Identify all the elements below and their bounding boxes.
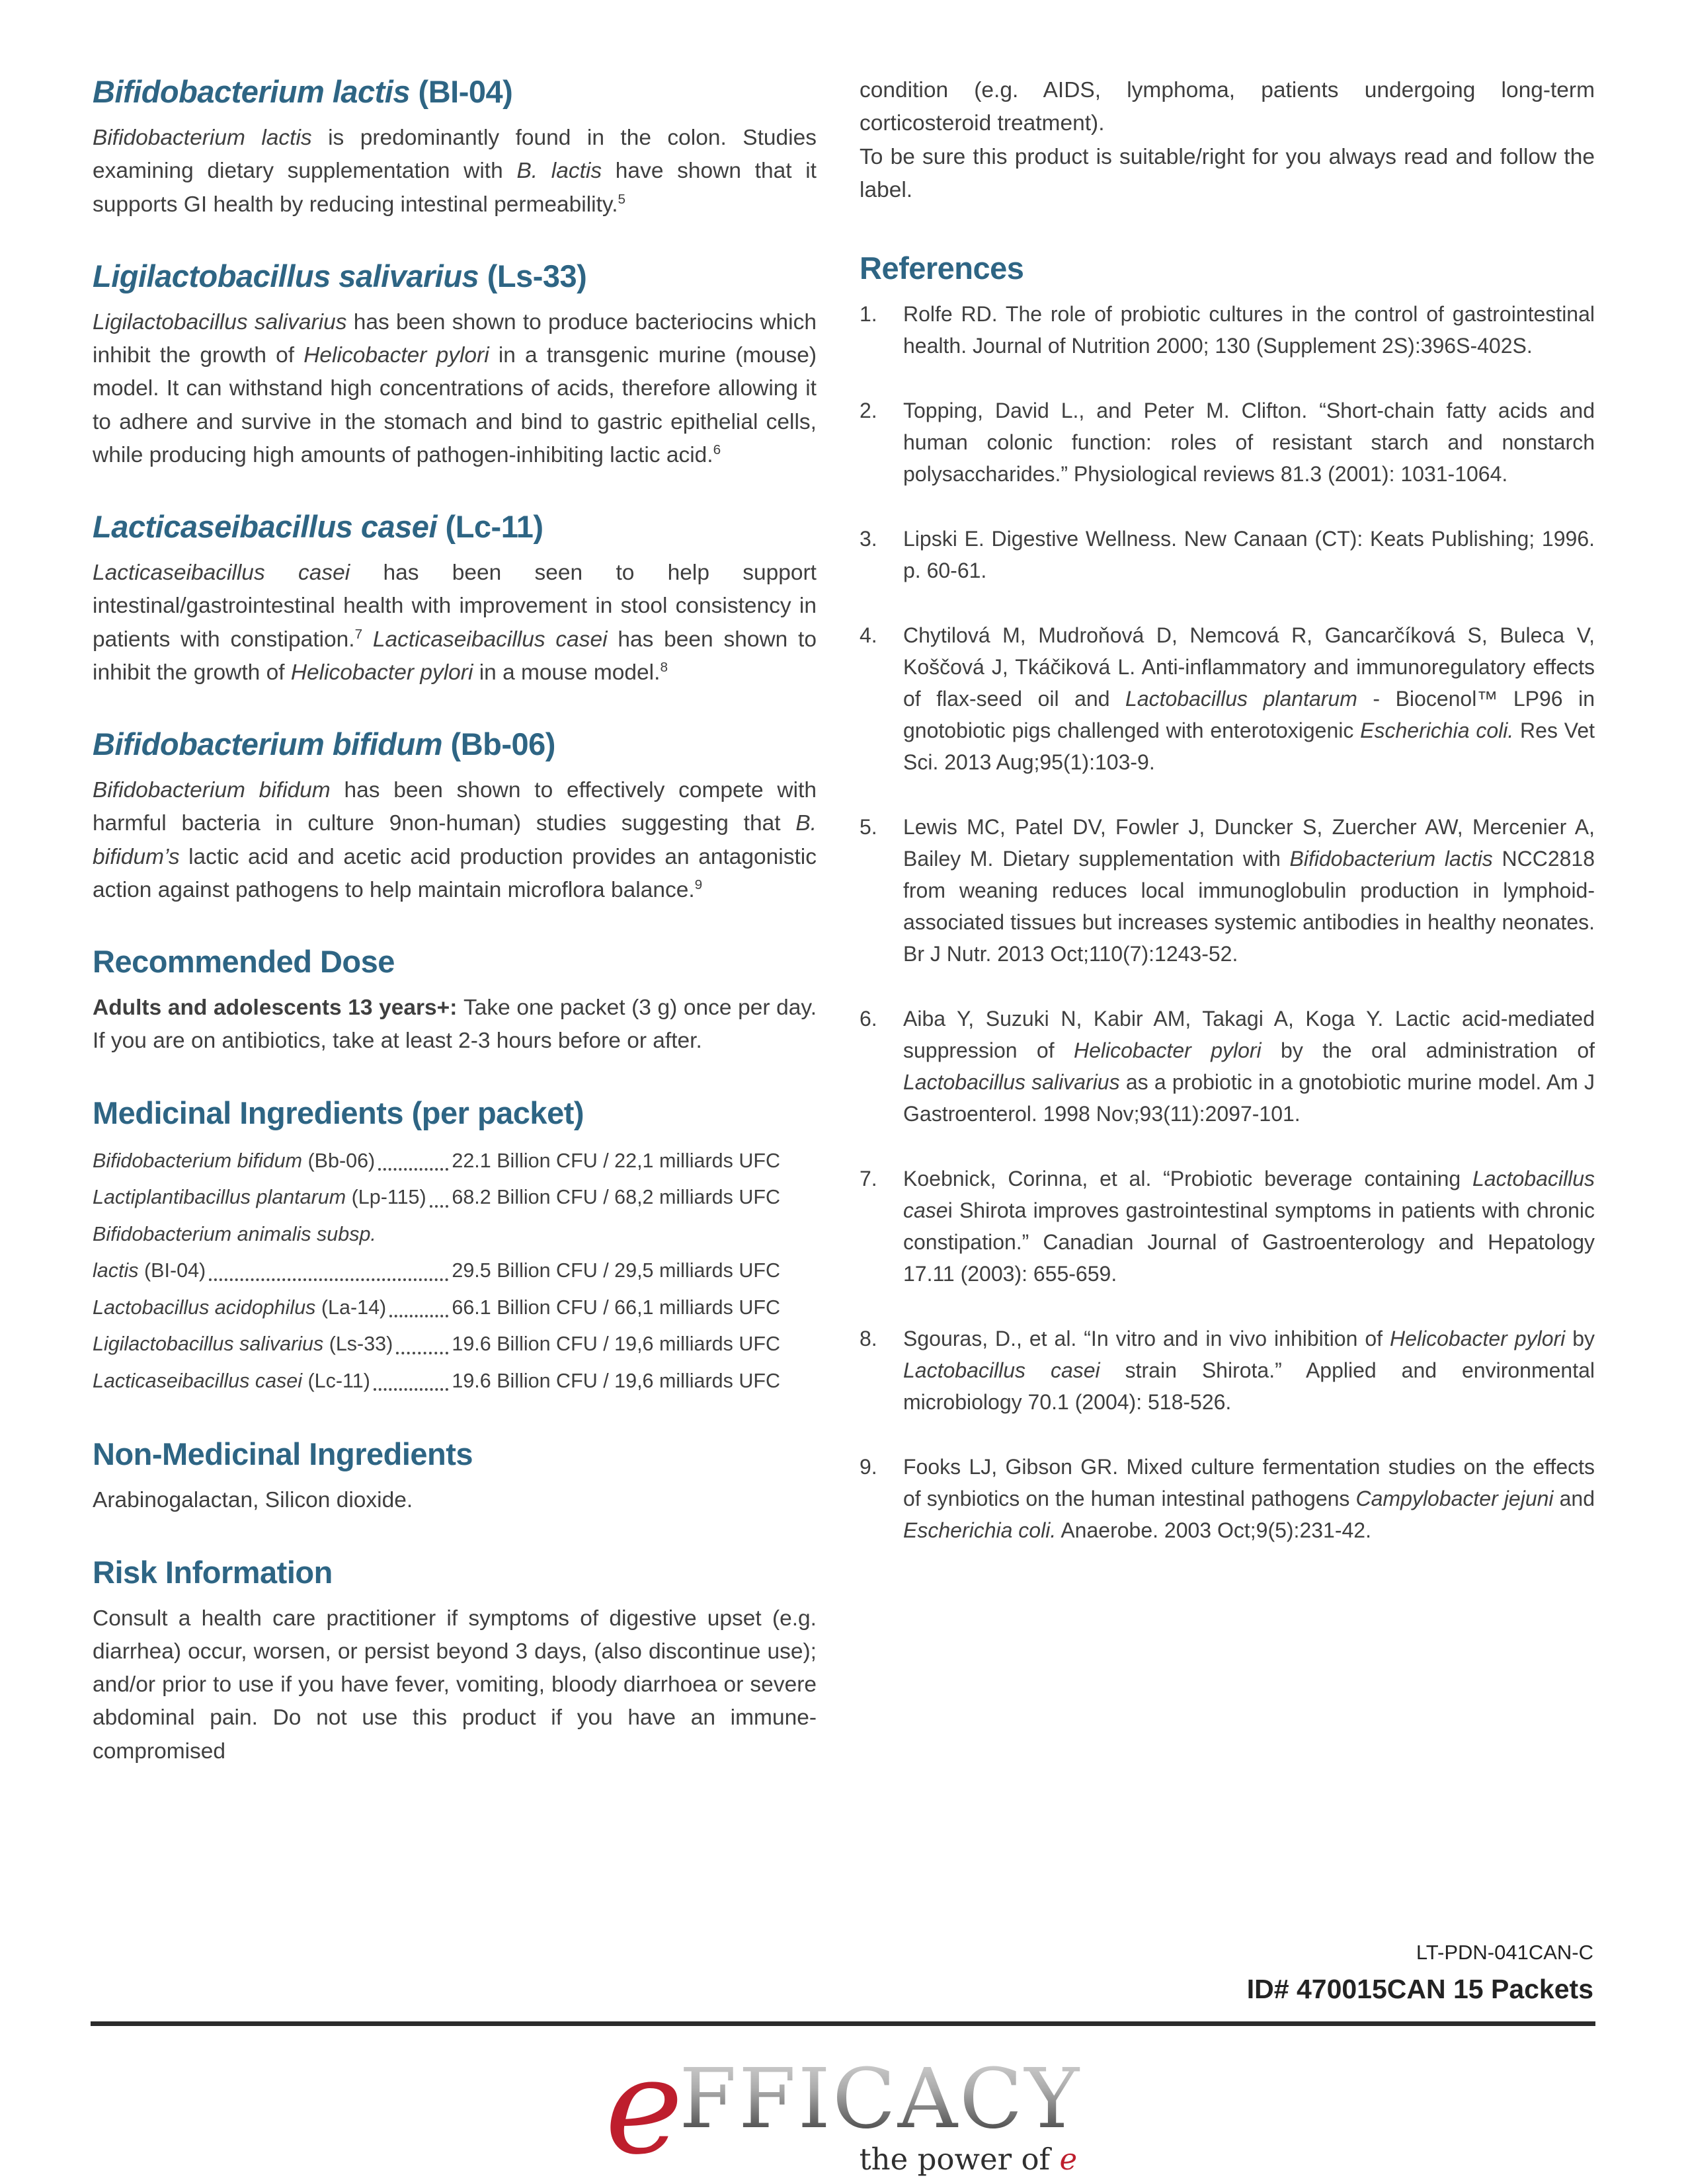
ingredient-name: Lactobacillus acidophilus (La-14) (93, 1296, 387, 1319)
document-id: ID# 470015CAN 15 Packets (1246, 1974, 1593, 2004)
ingredient-row (93, 1253, 780, 1290)
reference-item (860, 619, 1595, 778)
logo-tagline-red-e: e (1059, 2142, 1078, 2177)
reference-text: Chytilová M, Mudroňová D, Nemcová R, Gancarčíková S, Buleca V, Koščová J, Tkáčiková L. Anti-inflammatory and immunoregulatory effects of flax-seed oil and Lactobacillus plantarum - Biocenol™ LP96 in gnotobiotic pigs challenged with enterotoxigenic Escherichia coli. Res Vet Sci. 2013 Aug;95(1):103-9. (903, 623, 1595, 775)
para-risk-information: Consult a health care practitioner if symptoms of digestive upset (e.g. diarrhea) occur, worsen, or persist beyond 3 days, (also discontinue use); and/or prior to use if you have fever, vomiting, bloody diarrhoea or severe abdominal pain. Do not use this product if you have an immune-compromised (93, 1606, 817, 1764)
logo-red-e: e (604, 2030, 684, 2184)
reference-item (860, 395, 1595, 490)
reference-item (860, 1003, 1595, 1130)
reference-number: 9. (860, 1455, 877, 1479)
ingredient-name: Lactiplantibacillus plantarum (Lp-115) (93, 1186, 426, 1209)
efficacy-logo (0, 2029, 1686, 2184)
document-code: LT-PDN-041CAN-C (1416, 1941, 1593, 1964)
ingredient-name: Lacticaseibacillus casei (Lc-11) (93, 1369, 370, 1392)
ingredient-name: Ligilactobacillus salivarius (Ls-33) (93, 1333, 393, 1356)
reference-number: 1. (860, 302, 877, 327)
dotted-leader (374, 1388, 449, 1391)
ingredient-name: Bifidobacterium animalis subsp. (93, 1222, 376, 1245)
reference-number: 7. (860, 1167, 877, 1191)
logo-wordmark-text: FFICACY (679, 2051, 1082, 2147)
heading-bifidobacterium-bifidum: Bifidobacterium bifidum (Bb-06) (93, 726, 555, 762)
reference-text: Koebnick, Corinna, et al. “Probiotic beverage containing Lactobacillus casei Shirota improves gastrointestinal symptoms in patients with chronic constipation.” Canadian Journal of Gastroenterology and Hepatology 17.11 (2003): 655-659. (903, 1167, 1595, 1286)
para-lacticaseibacillus-casei: Lacticaseibacillus casei has been seen to help support intestinal/gastrointestinal health with improvement in stool consistency in patients with constipation.$^7$ Lacticaseibacillus casei has been shown to inhibit the growth of Helicobacter pylori in a mouse model.$^8$ (93, 561, 817, 685)
reference-text: Sgouras, D., et al. “In vitro and in vivo inhibition of Helicobacter pylori by Lactobacillus casei strain Shirota.” Applied and environmental microbiology 70.1 (2004): 518-526. (903, 1327, 1595, 1415)
ingredient-value: 29.5 Billion CFU / 29,5 milliards UFC (452, 1259, 780, 1282)
reference-text: Lewis MC, Patel DV, Fowler J, Duncker S, Zuercher AW, Mercenier A, Bailey M. Dietary supplementation with Bifidobacterium lactis NCC2818 from weaning reduces local immunoglobulin production in lymphoid-associated tissues but increases systemic antibodies in healthy neonates. Br J Nutr. 2013 Oct;110(7):1243-52. (903, 815, 1595, 966)
heading-ligilactobacillus-salivarius: Ligilactobacillus salivarius (Ls-33) (93, 258, 587, 293)
heading-bifidobacterium-lactis: Bifidobacterium lactis (BI-04) (93, 74, 513, 109)
ingredient-value: 19.6 Billion CFU / 19,6 milliards UFC (452, 1369, 780, 1392)
reference-item (860, 523, 1595, 586)
reference-number: 4. (860, 623, 877, 648)
ingredient-name: Bifidobacterium bifidum (Bb-06) (93, 1149, 376, 1172)
heading-references: References (860, 251, 1024, 286)
reference-number: 5. (860, 815, 877, 839)
reference-item (860, 811, 1595, 970)
footer-divider (91, 2021, 1595, 2026)
logo-tagline-text: the power of (859, 2142, 1060, 2177)
para-ligilactobacillus-salivarius: Ligilactobacillus salivarius has been shown to produce bacteriocins which inhibit the growth of Helicobacter pylori in a transgenic murine (mouse) model. It can withstand high concentrations of acids, therefore allowing it to adhere and survive in the stomach and bind to gastric epithelial cells, while producing high amounts of pathogen-inhibiting lactic acid.$^6$ (93, 309, 817, 467)
reference-number: 3. (860, 527, 877, 551)
para-risk-continuation: condition (e.g. AIDS, lymphoma, patients undergoing long-term corticosteroid treatment). (860, 78, 1595, 136)
ingredient-row (93, 1326, 780, 1363)
dotted-leader (396, 1352, 448, 1354)
ingredient-row (93, 1216, 780, 1253)
reference-number: 8. (860, 1327, 877, 1351)
left-column (93, 74, 817, 1771)
heading-medicinal-ingredients: Medicinal Ingredients (per packet) (93, 1095, 584, 1130)
ingredient-value: 68.2 Billion CFU / 68,2 milliards UFC (452, 1186, 780, 1209)
heading-lacticaseibacillus-casei: Lacticaseibacillus casei (Lc-11) (93, 509, 543, 545)
heading-risk-information: Risk Information (93, 1554, 333, 1590)
dotted-leader (209, 1278, 448, 1281)
para-bifidobacterium-bifidum: Bifidobacterium bifidum has been shown to effectively compete with harmful bacteria in culture 9non-human) studies suggesting that B. bifidum’s lactic acid and acetic acid production provides an antagonistic action against pathogens to help maintain microflora balance.$^9$ (93, 778, 817, 902)
ingredient-value: 19.6 Billion CFU / 19,6 milliards UFC (452, 1333, 780, 1356)
dotted-leader (430, 1205, 449, 1208)
reference-text: Topping, David L., and Peter M. Clifton. “Short-chain fatty acids and human colonic function: roles of resistant starch and nonstarch polysaccharides.” Physiological reviews 81.3 (2001): 1031-1064. (903, 399, 1595, 487)
reference-text: Aiba Y, Suzuki N, Kabir AM, Takagi A, Koga Y. Lactic acid-mediated suppression of Helicobacter pylori by the oral administration of Lactobacillus salivarius as a probiotic in a gnotobiotic murine model. Am J Gastroenterol. 1998 Nov;93(11):2097-101. (903, 1007, 1595, 1126)
para-read-label: To be sure this product is suitable/right for you always read and follow the label. (860, 144, 1595, 202)
reference-number: 2. (860, 399, 877, 423)
ingredient-name: lactis (BI-04) (93, 1259, 206, 1282)
dotted-leader (389, 1315, 448, 1317)
reference-item (860, 298, 1595, 362)
reference-text: Lipski E. Digestive Wellness. New Canaan (CT): Keats Publishing; 1996. p. 60-61. (903, 527, 1595, 583)
reference-number: 6. (860, 1007, 877, 1031)
reference-item (860, 1451, 1595, 1546)
dotted-leader (378, 1168, 448, 1171)
para-non-medicinal-ingredients: Arabinogalactan, Silicon dioxide. (93, 1488, 413, 1513)
ingredient-row (93, 1143, 780, 1180)
reference-item (860, 1163, 1595, 1290)
para-bifidobacterium-lactis: Bifidobacterium lactis is predominantly found in the colon. Studies examining dietary supplementation with B. lactis have shown that it supports GI health by reducing intestinal permeability.$^5$ (93, 126, 817, 217)
ingredient-value: 22.1 Billion CFU / 22,1 milliards UFC (452, 1149, 780, 1172)
medicinal-ingredients-list (93, 1143, 780, 1400)
para-recommended-dose: Adults and adolescents 13 years+: Take one packet (3 g) once per day. If you are on antibiotics, take at least 2-3 hours before or after. (93, 995, 817, 1054)
ingredient-row (93, 1179, 780, 1216)
heading-non-medicinal-ingredients: Non-Medicinal Ingredients (93, 1436, 473, 1472)
reference-item (860, 1323, 1595, 1418)
heading-recommended-dose: Recommended Dose (93, 944, 395, 980)
reference-text: Rolfe RD. The role of probiotic cultures in the control of gastrointestinal health. Journal of Nutrition 2000; 130 (Supplement 2S):396S-402S. (903, 302, 1595, 358)
right-column (860, 74, 1595, 1579)
ingredient-row (93, 1363, 780, 1400)
reference-text: Fooks LJ, Gibson GR. Mixed culture fermentation studies on the effects of synbiotics on the human intestinal pathogens Campylobacter jejuni and Escherichia coli. Anaerobe. 2003 Oct;9(5):231-42. (903, 1455, 1595, 1543)
ingredient-row (93, 1290, 780, 1327)
efficacy-logo-box (604, 2029, 1082, 2184)
ingredient-value: 66.1 Billion CFU / 66,1 milliards UFC (452, 1296, 780, 1319)
